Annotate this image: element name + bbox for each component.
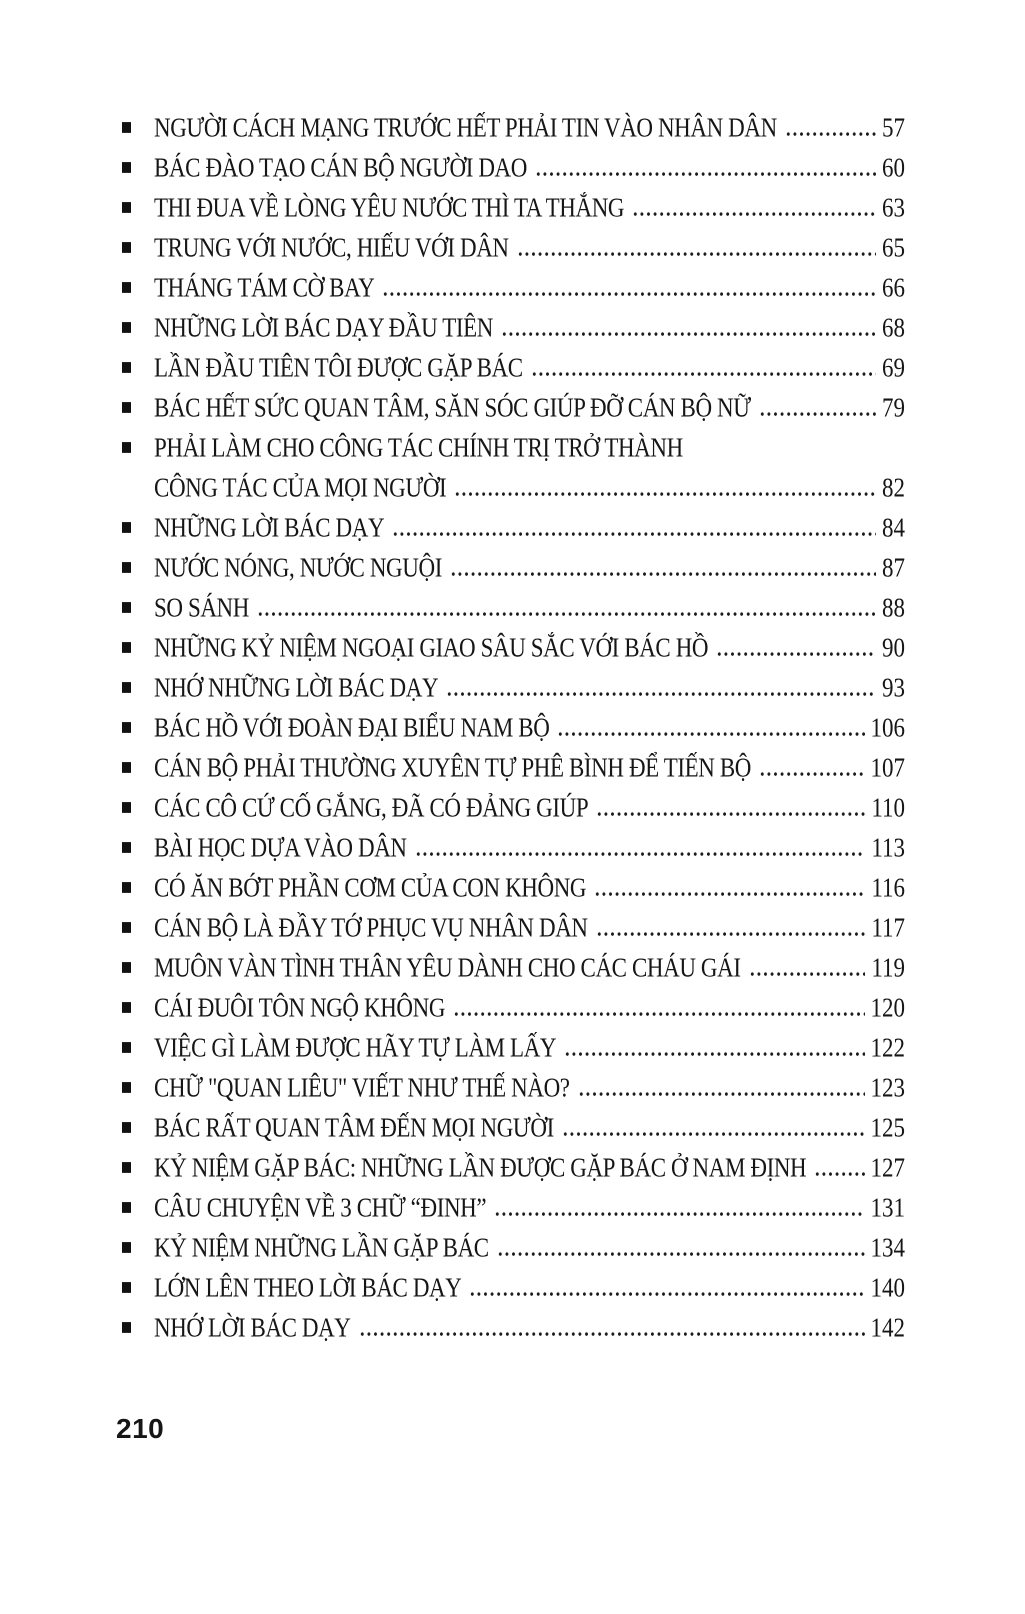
toc-item-page: 88 <box>882 592 905 623</box>
toc-item-title: THÁNG TÁM CỜ BAY <box>154 272 375 303</box>
toc-item-title: SO SÁNH <box>154 592 249 623</box>
dot-leader <box>453 1012 864 1017</box>
toc-item-title: KỶ NIỆM NHỮNG LẦN GẶP BÁC <box>154 1232 489 1263</box>
dot-leader <box>359 1332 865 1337</box>
dot-leader <box>749 972 866 977</box>
dot-leader <box>450 572 876 577</box>
toc-item-title: BÀI HỌC DỰA VÀO DÂN <box>154 832 407 863</box>
toc-item-title: NHỮNG LỜI BÁC DẠY ĐẦU TIÊN <box>154 312 494 343</box>
dot-leader <box>562 1132 865 1137</box>
toc-item-page: 142 <box>870 1312 905 1343</box>
dot-leader <box>382 292 876 297</box>
toc-item-page: 123 <box>870 1072 905 1103</box>
dot-leader <box>517 252 876 257</box>
toc-item-page: 65 <box>882 232 905 263</box>
toc-item-page: 140 <box>870 1272 905 1303</box>
toc-item-page: 66 <box>882 272 905 303</box>
dot-leader <box>257 612 876 617</box>
toc-item-page: 113 <box>871 832 905 863</box>
toc-item-title: NGƯỜI CÁCH MẠNG TRƯỚC HẾT PHẢI TIN VÀO NHÂN DÂN <box>154 112 777 143</box>
page-number-footer <box>116 1413 164 1445</box>
toc-item-page: 90 <box>882 632 905 663</box>
dot-leader <box>759 412 876 417</box>
dot-leader <box>535 172 876 177</box>
toc-item-page: 63 <box>882 192 905 223</box>
dot-leader <box>446 692 876 697</box>
toc-item-title: CÁI ĐUÔI TÔN NGỘ KHÔNG <box>154 992 446 1023</box>
toc-item-title: NHỚ LỜI BÁC DẠY <box>154 1312 351 1343</box>
dot-leader <box>785 132 876 137</box>
toc-item-title: MUÔN VÀN TÌNH THÂN YÊU DÀNH CHO CÁC CHÁU GÁI <box>154 952 741 983</box>
toc-item-title: BÁC HẾT SỨC QUAN TÂM, SĂN SÓC GIÚP ĐỠ CÁN BỘ NỮ <box>154 392 751 423</box>
toc-item-page: 119 <box>871 952 905 983</box>
toc-item-page: 79 <box>882 392 905 423</box>
toc-item-page: 84 <box>882 512 905 543</box>
dot-leader <box>557 732 864 737</box>
dot-leader <box>531 372 876 377</box>
toc-item-title: CÁC CÔ CỨ CỐ GẮNG, ĐÃ CÓ ĐẢNG GIÚP <box>154 792 589 823</box>
toc-item-title: TRUNG VỚI NƯỚC, HIẾU VỚI DÂN <box>154 232 509 263</box>
bullet-square-icon <box>120 1304 154 1352</box>
toc-item-title: LẦN ĐẦU TIÊN TÔI ĐƯỢC GẶP BÁC <box>154 352 523 383</box>
dot-leader <box>497 1252 865 1257</box>
toc-item-page: 107 <box>870 752 905 783</box>
toc-item-page: 68 <box>882 312 905 343</box>
dot-leader <box>469 1292 864 1297</box>
dot-leader <box>578 1092 865 1097</box>
toc-item-page: 69 <box>882 352 905 383</box>
toc-item-title: CÁN BỘ LÀ ĐẦY TỚ PHỤC VỤ NHÂN DÂN <box>154 912 588 943</box>
toc-item-title: CÁN BỘ PHẢI THƯỜNG XUYÊN TỰ PHÊ BÌNH ĐỂ TIẾN BỘ <box>154 752 752 783</box>
toc-item-page: 82 <box>882 472 905 503</box>
toc-item-title: NHỮNG LỜI BÁC DẠY <box>154 512 385 543</box>
dot-leader <box>632 212 876 217</box>
dot-leader <box>814 1172 864 1177</box>
toc-item-title: THI ĐUA VỀ LÒNG YÊU NƯỚC THÌ TA THẮNG <box>154 192 625 223</box>
toc-item-title: BÁC HỒ VỚI ĐOÀN ĐẠI BIỂU NAM BỘ <box>154 712 550 743</box>
toc-item-page: 120 <box>870 992 905 1023</box>
dot-leader <box>501 332 876 337</box>
toc-item-page: 93 <box>882 672 905 703</box>
toc-item <box>120 430 905 510</box>
toc-item-title: PHẢI LÀM CHO CÔNG TÁC CHÍNH TRỊ TRỞ THÀNH <box>154 432 683 463</box>
toc-item-title: CÂU CHUYỆN VỀ 3 CHỮ “ĐINH” <box>154 1192 487 1223</box>
toc-item-page: 106 <box>870 712 905 743</box>
toc-line <box>120 1304 905 1352</box>
toc-item-title: NHỚ NHỮNG LỜI BÁC DẠY <box>154 672 439 703</box>
dot-leader <box>564 1052 864 1057</box>
toc-item-title: CHỮ "QUAN LIÊU" VIẾT NHƯ THẾ NÀO? <box>154 1072 570 1103</box>
toc-item-title: BÁC ĐÀO TẠO CÁN BỘ NGƯỜI DAO <box>154 152 527 183</box>
dot-leader <box>494 1212 864 1217</box>
dot-leader <box>716 652 876 657</box>
toc-item-page: 117 <box>871 912 905 943</box>
toc-item-page: 131 <box>870 1192 905 1223</box>
toc-item-title: NƯỚC NÓNG, NƯỚC NGUỘI <box>154 552 442 583</box>
dot-leader <box>759 772 864 777</box>
toc-item <box>120 1310 905 1350</box>
dot-leader <box>392 532 876 537</box>
toc-item-page: 127 <box>870 1152 905 1183</box>
toc-item-title: NHỮNG KỶ NIỆM NGOẠI GIAO SÂU SẮC VỚI BÁC HỒ <box>154 632 709 663</box>
dot-leader <box>594 892 865 897</box>
dot-leader <box>454 492 876 497</box>
toc-item-page: 125 <box>870 1112 905 1143</box>
toc-item-page: 60 <box>882 152 905 183</box>
toc-item-title: VIỆC GÌ LÀM ĐƯỢC HÃY TỰ LÀM LẤY <box>154 1032 557 1063</box>
toc-item-title: LỚN LÊN THEO LỜI BÁC DẠY <box>154 1272 462 1303</box>
dot-leader <box>596 932 866 937</box>
toc-item-title: BÁC RẤT QUAN TÂM ĐẾN MỌI NGƯỜI <box>154 1112 554 1143</box>
toc-item-page: 116 <box>871 872 905 903</box>
toc-item-page: 134 <box>870 1232 905 1263</box>
toc-list <box>120 110 905 1350</box>
toc-item-title: CÓ ĂN BỚT PHẦN CƠM CỦA CON KHÔNG <box>154 872 587 903</box>
toc-item-page: 57 <box>882 112 905 143</box>
toc-item-page: 110 <box>871 792 905 823</box>
toc-item-title: KỶ NIỆM GẶP BÁC: NHỮNG LẦN ĐƯỢC GẶP BÁC Ở NAM ĐỊNH <box>154 1152 807 1183</box>
dot-leader <box>596 812 865 817</box>
dot-leader <box>415 852 866 857</box>
toc-item-page: 87 <box>882 552 905 583</box>
page-number: 210 <box>116 1413 165 1444</box>
toc-item-title-line2: CÔNG TÁC CỦA MỌI NGƯỜI <box>154 472 447 503</box>
toc-item-page: 122 <box>870 1032 905 1063</box>
